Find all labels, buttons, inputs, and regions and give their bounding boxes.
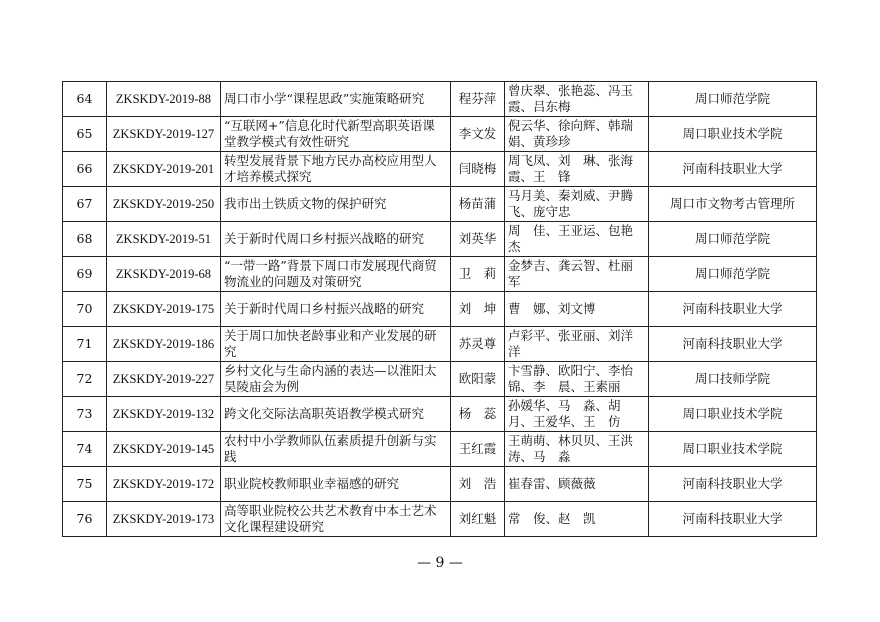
table-row: [63, 222, 817, 257]
project-unit: 周口师范学院: [649, 82, 817, 117]
project-members: 周飞凤、刘 琳、张海霞、王 锋: [505, 152, 649, 187]
project-table: [62, 81, 817, 537]
project-members: 王萌萌、林贝贝、王洪涛、马 淼: [505, 432, 649, 467]
row-number: 72: [63, 362, 107, 397]
project-title: 农村中小学教师队伍素质提升创新与实践: [221, 432, 451, 467]
project-unit: 周口市文物考古管理所: [649, 187, 817, 222]
project-title: 关于新时代周口乡村振兴战略的研究: [221, 222, 451, 257]
project-code: ZKSKDY-2019-172: [107, 467, 221, 502]
table-row: [63, 432, 817, 467]
row-number: 76: [63, 502, 107, 537]
project-code: ZKSKDY-2019-145: [107, 432, 221, 467]
table-row: [63, 362, 817, 397]
project-unit: 周口职业技术学院: [649, 432, 817, 467]
project-code: ZKSKDY-2019-127: [107, 117, 221, 152]
table-row: [63, 467, 817, 502]
project-leader: 杨苗蒲: [451, 187, 505, 222]
project-unit: 河南科技职业大学: [649, 467, 817, 502]
project-title: 周口市小学“课程思政”实施策略研究: [221, 82, 451, 117]
project-members: 常 俊、赵 凯: [505, 502, 649, 537]
project-unit: 周口职业技术学院: [649, 397, 817, 432]
project-code: ZKSKDY-2019-88: [107, 82, 221, 117]
project-code: ZKSKDY-2019-186: [107, 327, 221, 362]
row-number: 65: [63, 117, 107, 152]
table-row: [63, 152, 817, 187]
row-number: 73: [63, 397, 107, 432]
project-members: 马月美、秦刘威、尹腾飞、庞守忠: [505, 187, 649, 222]
row-number: 68: [63, 222, 107, 257]
project-unit: 河南科技职业大学: [649, 327, 817, 362]
project-unit: 河南科技职业大学: [649, 292, 817, 327]
project-code: ZKSKDY-2019-51: [107, 222, 221, 257]
row-number: 70: [63, 292, 107, 327]
project-unit: 河南科技职业大学: [649, 502, 817, 537]
row-number: 69: [63, 257, 107, 292]
row-number: 74: [63, 432, 107, 467]
page-number: — 9 —: [417, 555, 463, 571]
row-number: 71: [63, 327, 107, 362]
table-row: [63, 187, 817, 222]
table-row: [63, 397, 817, 432]
project-title: 乡村文化与生命内涵的表达—以淮阳太昊陵庙会为例: [221, 362, 451, 397]
project-members: 曹 娜、刘文博: [505, 292, 649, 327]
project-title: 关于周口加快老龄事业和产业发展的研究: [221, 327, 451, 362]
project-title: 转型发展背景下地方民办高校应用型人才培养模式探究: [221, 152, 451, 187]
project-table-body: [63, 82, 817, 537]
project-leader: 杨 蕊: [451, 397, 505, 432]
project-leader: 刘 坤: [451, 292, 505, 327]
project-leader: 闫晓梅: [451, 152, 505, 187]
project-code: ZKSKDY-2019-132: [107, 397, 221, 432]
project-unit: 周口职业技术学院: [649, 117, 817, 152]
project-leader: 欧阳蒙: [451, 362, 505, 397]
project-code: ZKSKDY-2019-175: [107, 292, 221, 327]
project-code: ZKSKDY-2019-201: [107, 152, 221, 187]
project-code: ZKSKDY-2019-250: [107, 187, 221, 222]
project-members: 孙媛华、马 淼、胡 月、王爱华、王 仿: [505, 397, 649, 432]
project-title: 关于新时代周口乡村振兴战略的研究: [221, 292, 451, 327]
table-row: [63, 502, 817, 537]
project-title: 高等职业院校公共艺术教育中本土艺术文化课程建设研究: [221, 502, 451, 537]
table-row: [63, 292, 817, 327]
project-code: ZKSKDY-2019-173: [107, 502, 221, 537]
project-code: ZKSKDY-2019-68: [107, 257, 221, 292]
project-members: 金梦吉、龚云智、杜丽军: [505, 257, 649, 292]
project-leader: 程芬萍: [451, 82, 505, 117]
project-leader: 苏灵尊: [451, 327, 505, 362]
project-leader: 刘英华: [451, 222, 505, 257]
project-code: ZKSKDY-2019-227: [107, 362, 221, 397]
project-unit: 周口师范学院: [649, 222, 817, 257]
row-number: 75: [63, 467, 107, 502]
row-number: 64: [63, 82, 107, 117]
project-leader: 李文发: [451, 117, 505, 152]
project-leader: 刘红魁: [451, 502, 505, 537]
project-title: 跨文化交际法高职英语教学模式研究: [221, 397, 451, 432]
project-title: 职业院校教师职业幸福感的研究: [221, 467, 451, 502]
project-members: 崔春雷、顾薇薇: [505, 467, 649, 502]
project-leader: 刘 浩: [451, 467, 505, 502]
project-members: 卞雪静、欧阳宁、李怡锦、李 晨、王素丽: [505, 362, 649, 397]
project-members: 曾庆翠、张艳蕊、冯玉霞、吕东梅: [505, 82, 649, 117]
project-leader: 王红霞: [451, 432, 505, 467]
project-title: “一带一路”背景下周口市发展现代商贸物流业的问题及对策研究: [221, 257, 451, 292]
project-members: 倪云华、徐向辉、韩瑞娟、黄珍珍: [505, 117, 649, 152]
project-title: 我市出土铁质文物的保护研究: [221, 187, 451, 222]
table-row: [63, 117, 817, 152]
table-row: [63, 257, 817, 292]
project-unit: 河南科技职业大学: [649, 152, 817, 187]
row-number: 66: [63, 152, 107, 187]
project-members: 卢彩平、张亚丽、刘洋洋: [505, 327, 649, 362]
project-members: 周 佳、王亚运、包艳杰: [505, 222, 649, 257]
table-row: [63, 82, 817, 117]
row-number: 67: [63, 187, 107, 222]
project-unit: 周口技师学院: [649, 362, 817, 397]
project-unit: 周口师范学院: [649, 257, 817, 292]
table-row: [63, 327, 817, 362]
project-leader: 卫 莉: [451, 257, 505, 292]
project-title: “互联网+”信息化时代新型高职英语课堂教学模式有效性研究: [221, 117, 451, 152]
